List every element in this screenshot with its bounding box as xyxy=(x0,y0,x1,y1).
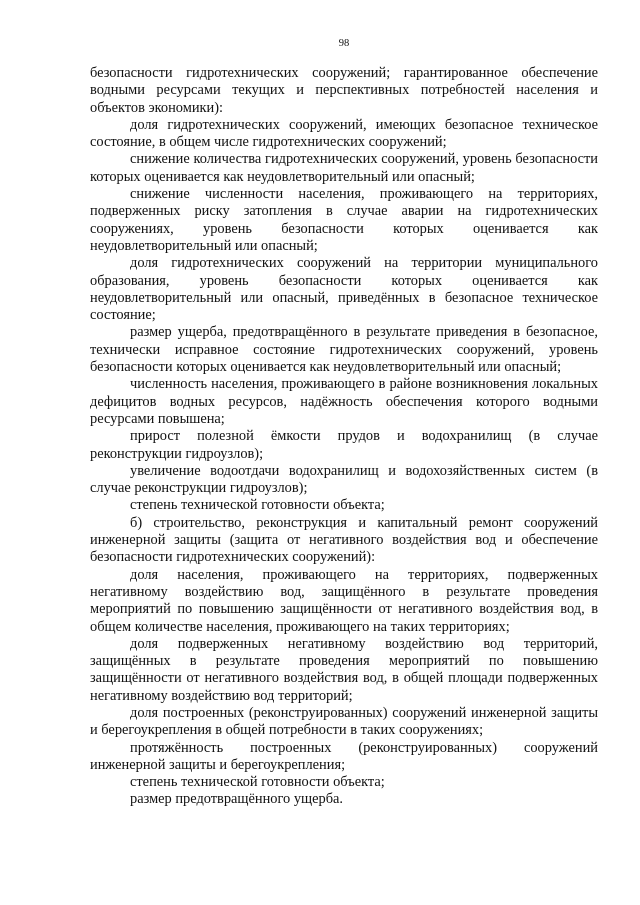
paragraph: прирост полезной ёмкости прудов и водохранилищ (в случае реконструкции гидроузлов); xyxy=(90,428,598,462)
paragraph: размер ущерба, предотвращённого в результате приведения в безопасное, технически исправное состояние гидротехнических сооружений, уровень безопасности которых оценивается как неудовлетворительный или опасный; xyxy=(90,324,598,376)
paragraph: снижение количества гидротехнических сооружений, уровень безопасности которых оценивается как неудовлетворительный или опасный; xyxy=(90,151,598,185)
document-body xyxy=(90,65,598,809)
paragraph: доля гидротехнических сооружений на территории муниципального образования, уровень безопасности которых оценивается как неудовлетворительный или опасный, приведённых в безопасное техническое состояние; xyxy=(90,255,598,324)
paragraph: доля населения, проживающего на территориях, подверженных негативному воздействию вод, защищённого в результате проведения мероприятий по повышению защищённости от негативного воздействия вод, в общем количестве населения, проживающего на таких территориях; xyxy=(90,566,598,635)
paragraph: размер предотвращённого ущерба. xyxy=(130,791,344,808)
paragraph: доля подверженных негативному воздействию вод территорий, защищённых в результате проведения мероприятий по повышению защищённости от негативного воздействия вод, в общей площади подверженных негативному воздействию вод территорий; xyxy=(90,635,598,704)
paragraph: доля гидротехнических сооружений, имеющих безопасное техническое состояние, в общем числе гидротехнических сооружений; xyxy=(90,116,598,151)
paragraph: увеличение водоотдачи водохранилищ и водохозяйственных систем (в случае реконструкции гидроузлов); xyxy=(90,462,598,497)
paragraph: протяжённость построенных (реконструированных) сооружений инженерной защиты и берегоукрепления; xyxy=(90,739,598,773)
paragraph: безопасности гидротехнических сооружений; гарантированное обеспечение водными ресурсами текущих и перспективных потребностей населения и объектов экономики): xyxy=(90,65,598,116)
paragraph: степень технической готовности объекта; xyxy=(130,497,385,514)
paragraph: доля построенных (реконструированных) сооружений инженерной защиты и берегоукрепления в общей потребности в таких сооружениях; xyxy=(90,704,598,739)
page-number: 98 xyxy=(338,38,350,49)
paragraph: степень технической готовности объекта; xyxy=(130,774,385,791)
paragraph: б) строительство, реконструкция и капитальный ремонт сооружений инженерной защиты (защита от негативного воздействия вод и обеспечение безопасности гидротехнических сооружений): xyxy=(90,514,598,566)
paragraph: численность населения, проживающего в районе возникновения локальных дефицитов водных ресурсов, надёжность обеспечения которого водными ресурсами повышена; xyxy=(90,376,598,427)
paragraph: снижение численности населения, проживающего на территориях, подверженных риску затопления в случае аварии на гидротехнических сооружениях, уровень безопасности которых оценивается как неудовлетворительный или опасный; xyxy=(90,186,598,254)
